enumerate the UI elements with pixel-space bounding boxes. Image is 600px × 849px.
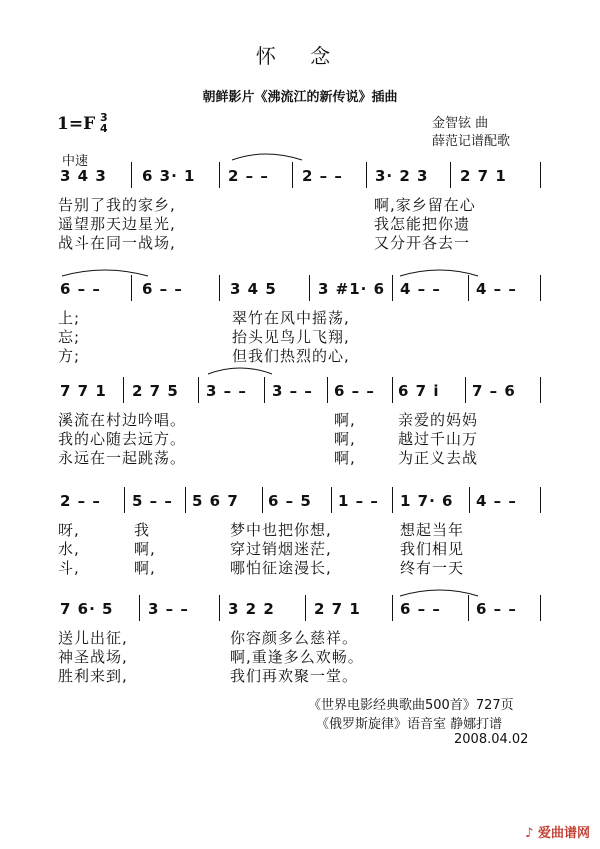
lyric-line: 梦中也把你想, xyxy=(230,521,332,539)
bar-line xyxy=(131,162,132,188)
lyric-line: 溪流在村边吟唱。 xyxy=(58,411,187,429)
lyric-line: 哪怕征途漫长, xyxy=(230,559,332,577)
bar-line xyxy=(123,377,124,403)
lyric-line: 胜利来到, xyxy=(58,667,128,685)
lyric-line: 你容颜多么慈祥。 xyxy=(230,629,359,647)
lyric-line: 抬头见鸟儿飞翔, xyxy=(232,328,350,346)
measure: 2 7 1 xyxy=(460,167,507,185)
measure: 6 – – xyxy=(400,600,441,618)
bar-line xyxy=(540,162,541,188)
measure: 2 – – xyxy=(228,167,269,185)
measure: 4 – – xyxy=(400,280,441,298)
lyric-line: 战斗在同一战场, xyxy=(58,234,176,252)
bar-line xyxy=(540,377,541,403)
bar-line xyxy=(450,162,451,188)
measure: 7 6· 5 xyxy=(60,600,114,618)
lyric-line: 啊, xyxy=(134,540,156,558)
tie-system5 xyxy=(400,590,478,596)
key-signature: 1=F xyxy=(57,114,96,134)
lyric-line: 方; xyxy=(58,347,81,365)
source-book: 《世界电影经典歌曲500首》727页 xyxy=(308,698,514,713)
lyric-line: 呀, xyxy=(58,521,80,539)
measure: 7 – 6 xyxy=(472,382,516,400)
bar-line xyxy=(305,595,306,621)
measure: 6 – – xyxy=(60,280,101,298)
tie-system1 xyxy=(232,154,302,160)
tie-system2 xyxy=(62,270,148,276)
watermark-label: 爱曲谱网 xyxy=(537,826,590,841)
lyric-line: 遥望那天边星光, xyxy=(58,215,176,233)
lyric-line: 啊,家乡留在心 xyxy=(374,196,476,214)
measure: 6 7 i xyxy=(398,382,440,400)
lyric-line: 啊, xyxy=(134,559,156,577)
bar-line xyxy=(327,377,328,403)
measure: 1 7· 6 xyxy=(400,492,454,510)
lyric-line: 翠竹在风中摇荡, xyxy=(232,309,350,327)
bar-line xyxy=(366,162,367,188)
lyric-line: 我们相见 xyxy=(400,540,465,558)
lyric-line: 水, xyxy=(58,540,80,558)
tie-system2b xyxy=(400,270,478,276)
lyric-line: 啊,重逢多么欢畅。 xyxy=(230,648,364,666)
lyric-line: 为正义去战 xyxy=(398,449,479,467)
bar-line xyxy=(392,595,393,621)
measure: 3 #1· 6 xyxy=(318,280,386,298)
lyric-line: 啊, xyxy=(334,449,356,467)
bar-line xyxy=(131,275,132,301)
source-date: 2008.04.02 xyxy=(454,732,529,747)
measure: 3 – – xyxy=(206,382,247,400)
bar-line xyxy=(331,487,332,513)
measure: 2 – – xyxy=(60,492,101,510)
site-watermark xyxy=(525,822,590,841)
bar-line xyxy=(219,162,220,188)
measure: 6 – 5 xyxy=(268,492,312,510)
song-subtitle: 朝鲜影片《沸流江的新传说》插曲 xyxy=(202,90,398,105)
lyric-line: 忘; xyxy=(58,328,81,346)
measure: 5 – – xyxy=(132,492,173,510)
bar-line xyxy=(392,377,393,403)
measure: 6 – – xyxy=(142,280,183,298)
measure: 6 – – xyxy=(334,382,375,400)
time-signature-bottom: 4 xyxy=(100,122,108,135)
bar-line xyxy=(468,275,469,301)
bar-line xyxy=(540,595,541,621)
bar-line xyxy=(540,275,541,301)
lyric-line: 上; xyxy=(58,309,81,327)
lyricist-credit: 薛范记谱配歌 xyxy=(432,134,511,149)
lyric-line: 我们再欢聚一堂。 xyxy=(230,667,359,685)
composer-credit: 金智铉 曲 xyxy=(432,116,489,131)
bar-line xyxy=(139,595,140,621)
bar-line xyxy=(198,377,199,403)
lyric-line: 我怎能把你遗 xyxy=(374,215,471,233)
bar-line xyxy=(262,487,263,513)
bar-line xyxy=(219,275,220,301)
bar-line xyxy=(292,162,293,188)
lyric-line: 但我们热烈的心, xyxy=(232,347,350,365)
lyric-line: 啊, xyxy=(334,411,356,429)
measure: 2 7 1 xyxy=(314,600,361,618)
time-signature-top: 3 xyxy=(100,111,108,124)
source-transcriber: 《俄罗斯旋律》语音室 静娜打谱 xyxy=(316,717,503,732)
measure: 6 – – xyxy=(476,600,517,618)
lyric-line: 想起当年 xyxy=(400,521,465,539)
lyric-line: 永远在一起跳荡。 xyxy=(58,449,187,467)
measure: 4 – – xyxy=(476,280,517,298)
bar-line xyxy=(124,487,125,513)
measure: 6 3· 1 xyxy=(142,167,196,185)
bar-line xyxy=(392,275,393,301)
measure: 1 – – xyxy=(338,492,379,510)
lyric-line: 又分开各去一 xyxy=(374,234,471,252)
bar-line xyxy=(219,595,220,621)
measure: 3 – – xyxy=(272,382,313,400)
measure: 5 6 7 xyxy=(192,492,239,510)
lyric-line: 我的心随去远方。 xyxy=(58,430,187,448)
lyric-line: 送儿出征, xyxy=(58,629,128,647)
lyric-line: 亲爱的妈妈 xyxy=(398,411,479,429)
lyric-line: 告别了我的家乡, xyxy=(58,196,176,214)
measure: 4 – – xyxy=(476,492,517,510)
lyric-line: 终有一天 xyxy=(400,559,465,577)
tempo-marking: 中速 xyxy=(62,154,89,169)
measure: 3 4 5 xyxy=(230,280,277,298)
bar-line xyxy=(392,487,393,513)
measure: 7 7 1 xyxy=(60,382,107,400)
lyric-line: 神圣战场, xyxy=(58,648,128,666)
lyric-line: 我 xyxy=(134,521,151,539)
bar-line xyxy=(264,377,265,403)
bar-line xyxy=(540,487,541,513)
bar-line xyxy=(465,377,466,403)
measure: 2 – – xyxy=(302,167,343,185)
measure: 2 7 5 xyxy=(132,382,179,400)
bar-line xyxy=(469,487,470,513)
lyric-line: 越过千山万 xyxy=(398,430,479,448)
bar-line xyxy=(185,487,186,513)
lyric-line: 穿过销烟迷茫, xyxy=(230,540,332,558)
bar-line xyxy=(309,275,310,301)
lyric-line: 啊, xyxy=(334,430,356,448)
bar-line xyxy=(468,595,469,621)
measure: 3 – – xyxy=(148,600,189,618)
measure: 3 4 3 xyxy=(60,167,107,185)
measure: 3 2 2 xyxy=(228,600,275,618)
song-title: 怀 念 xyxy=(255,44,345,68)
music-note-icon: ♪ xyxy=(525,826,534,841)
tie-system3 xyxy=(208,368,272,374)
lyric-line: 斗, xyxy=(58,559,80,577)
measure: 3· 2 3 xyxy=(375,167,429,185)
